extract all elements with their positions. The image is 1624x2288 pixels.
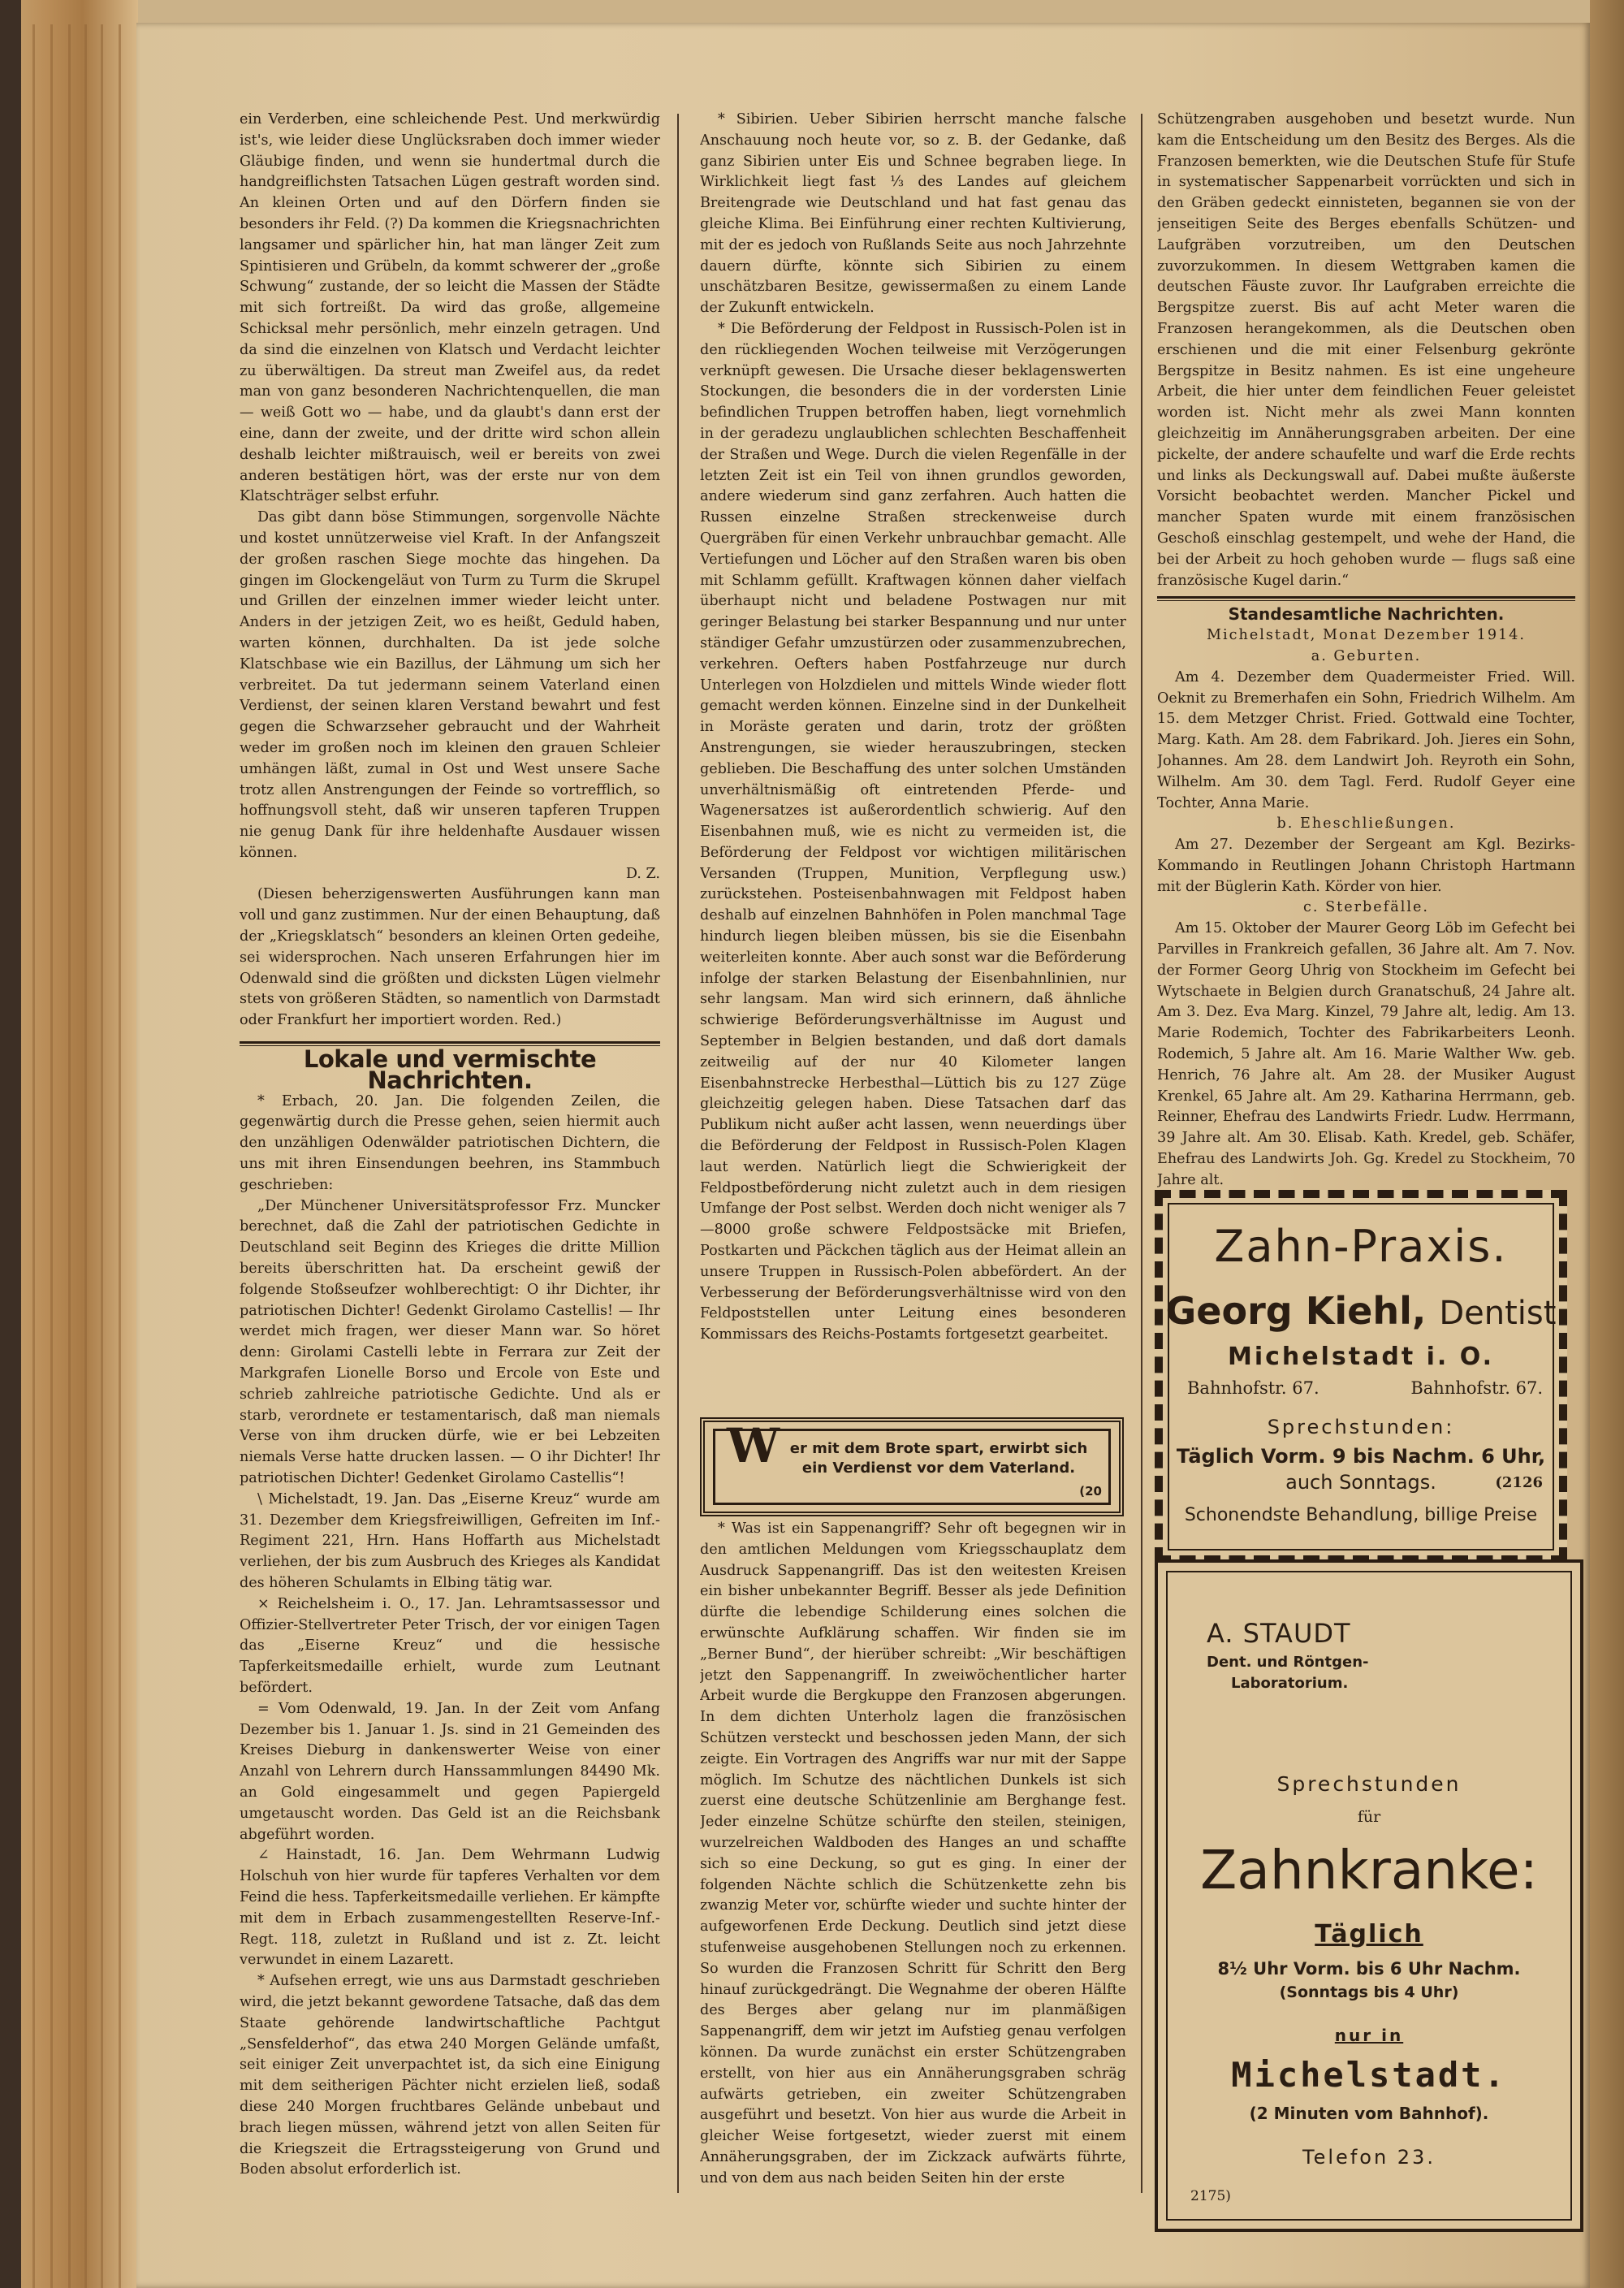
news-item: Schützengraben ausgehoben und besetzt wurde. Nun kam die Entscheidung um den Besitz des Berges. Als die Franzosen bemerkten, wie die Deutschen Stufe für Stufe in systematischer Sappenarbeit vorrückten und sich in den Gräben gedeckt einnisteten, begannen sie von der jenseitigen Seite des Berges ebenfalls Schützen- und Laufgräben vorzutreiben, um den Deutschen zuvorzukommen. In diesem Wettgraben kamen die deutschen Fäuste zuvor. Ihr Laufgraben erreichte die Bergspitze zuerst. Bis auf acht Meter waren die Franzosen herangekommen, als die Deutschen oben erschienen und die mit einer Felsenburg gekrönte Bergspitze in Besitz nahmen. Es ist eine ungeheure Arbeit, die hier unter dem feindlichen Feuer geleistet worden ist. Nicht mehr als zwei Mann konnten gleichzeitig im Annäherungsgraben arbeiten. Der eine pickelte, der andere schaufelte und warf die Erde rechts und links als Deckungswall auf. Dabei mußte äußerste Vorsicht beobachtet werden. Mancher Pickel und mancher Spaten wurde mit einem französischen Geschoß einschlag gestempelt, und wehe der Hand, die bei der Arbeit zu hoch gehoben wurde — flugs saß eine französische Kugel darin.“: [1157, 111, 1575, 589]
page-edge-line: [50, 24, 53, 2288]
ad-dentist-name: [1163, 1289, 1559, 1333]
ad-telephone: Telefon 23.: [1302, 2146, 1436, 2169]
news-item: = Vom Odenwald, 19. Jan. In der Zeit vom Anfang Dezember bis 1. Januar 1. Js. sind in 21 Gemeinden des Kreises Dieburg in dankenswerter Weise von einer Anzahl von Lehrern durch Hanssammlungen 84490 Mk. an Gold eingesammelt und gegen Papiergeld umgetauscht worden. Das Geld ist an die Reichsbank abgeführt worden.: [240, 1700, 660, 1843]
article-text: ein Verderben, eine schleichende Pest. Und merkwürdig ist's, wie leider diese Unglücksraben doch immer wieder Gläubige finden, und wenn sie hundertmal durch die handgreiflichsten Tatsachen Lügen gestraft worden sind. An kleinen Orten und auf den Dörfern finden sie besonders ihr Feld. (?) Da kommen die Kriegsnachrichten langsamer und spärlicher hin, hat man länger Zeit zum Spintisieren und Grübeln, da kommt schwerer der „große Schwung“ zustande, der so leicht die Massen der Städte mit sich fortreißt. Da wird das große, allgemeine Schicksal mehr persönlich, mehr einzeln getragen. Und da sind die einzelnen von Klatsch und Verdacht leichter zu überwältigen. Da streut man Zweifel aus, da redet man von ganz besonderen Nachrichtenquellen, die man — weiß Gott wo — habe, und da glaubt's dann erst der eine, dann der zweite, und der dritte wird schon allein deshalb leichter mißtrauisch, weil er bereits von zwei anderen bestätigen hört, was der erste nur von dem Klatschträger selbst erfuhr.: [240, 111, 660, 505]
ad-hours-line: [1163, 1445, 1559, 1468]
column-rule: [1141, 114, 1142, 2193]
article-text: Das gibt dann böse Stimmungen, sorgenvolle Nächte und kostet unnützerweise viel Kraft. In der Anfangszeit der großen raschen Siege mochte das hingehen. Da gingen im Glockengeläut von Turm zu Turm die Skrupel und Grillen der einzelnen immer wieder leicht unter. Anders in der jetzigen Zeit, wo es heißt, Geduld haben, warten können, durchhalten. Da ist jede solche Klatschbase wie ein Bazillus, der Lähmung um sich her verbreitet. Da tut jedermann seinem Vaterland einen Verdienst, der seinen klaren Verstand bewahrt und fest gegen die Schwarzseher gebraucht und der Wahrheit weder im großen noch im kleinen den grauen Schleier umhängen läßt, zumal in Ost und West unsere Sache trotz allen Anstrengungen der Feinde so vortrefflich, so hoffnungsvoll steht, daß wir unseren tapferen Truppen nie genug Dank für ihre heldenhafte Ausdauer wissen können.: [240, 509, 660, 861]
section-divider: [1157, 596, 1575, 601]
ad-hours-title: Sprechstunden: [1276, 1772, 1462, 1796]
page-edge-line: [101, 24, 103, 2288]
news-item: \ Michelstadt, 19. Jan. Das „Eiserne Kreuz“ wurde am 31. Dezember dem Kriegsfreiwilligen, Gefreiten im Inf.-Regiment 221, Hrn. Hans Hoffarth aus Michelstadt verliehen, der bis zum Ausbruch des Krieges als Kandidat des höheren Schulamts in Elbing tätig war.: [240, 1490, 660, 1591]
registry-deaths: Am 15. Oktober der Maurer Georg Löb im Gefecht bei Parvilles in Frankreich gefallen, 36 Jahre alt. Am 7. Nov. der Former Georg Uhrig von Stockheim im Gefecht bei Wytschaete in Belgien durch Granatschuß, 24 Jahre alt. Am 3. Dez. Eva Marg. Kinzel, 79 Jahre alt, ledig. Am 13. Marie Rodemich, Tochter des Fabrikarbeiters Leonh. Rodemich, 5 Jahre alt. Am 16. Marie Walther Ww. geb. Henrich, 76 Jahre alt. Am 28. der Musiker August Krenkel, 65 Jahre alt. Am 29. Katharina Herrmann, geb. Reinner, Ehefrau des Landwirts Friedr. Ludw. Herrmann, 39 Jahre alt. Am 30. Elisab. Kath. Kredel, geb. Schäfer, Ehefrau des Landwirts Joh. Gg. Kredel zu Stockheim, 70 Jahre alt.: [1157, 920, 1575, 1188]
news-item: * Sibirien. Ueber Sibirien herrscht manche falsche Anschauung noch heute vor, so z. B. der Gedanke, daß ganz Sibirien unter Eis und Schnee begraben liege. In Wirklichkeit liegt fast ⅓ des Landes auf gleichem Breitengrade wie Deutschland und hat fast genau das gleiche Klima. Bei Einführung einer rechten Kultivierung, mit der es jedoch von Rußlands Seite aus noch Jahrzehnte dauern dürfte, könnte sich Sibirien zu einem unschätzbaren Besitze, gewissermaßen zu einem Lande der Zukunft entwickeln.: [700, 111, 1126, 317]
subheading: b. Eheschließungen.: [1276, 815, 1456, 833]
ad-headline: Zahnkranke:: [1200, 1839, 1538, 1901]
registry-births: Am 4. Dezember dem Quadermeister Fried. Will. Oeknit zu Bremerhafen ein Sohn, Friedrich Wilhelm. Am 15. dem Metzger Christ. Fried. Gottwald eine Tochter, Marg. Kath. Am 28. dem Fabrikard. Joh. Jieres ein Sohn, Johannes. Am 28. dem Landwirt Joh. Reyroth ein Sohn, Wilhelm. Am 30. dem Tagl. Ferd. Rudolf Geyer eine Tochter, Anna Marie.: [1157, 668, 1575, 811]
page-edge-line: [119, 24, 121, 2288]
subheading: a. Geburten.: [1311, 647, 1422, 664]
registry-marriages: Am 27. Dezember der Sergeant am Kgl. Bezirks-Kommando in Reutlingen Johann Christoph Hartmann mit der Büglerin Kath. Körder von hier.: [1157, 837, 1575, 895]
news-item: * Erbach, 20. Jan. Die folgenden Zeilen, die gegenwärtig durch die Presse gehen, seien hiermit auch den unzähligen Odenwälder patriotischen Dichtern, die uns mit ihren Einsendungen beehren, ins Stammbuch geschrieben:: [240, 1092, 660, 1193]
ad-for: für: [1357, 1808, 1381, 1826]
ad-address-left: Bahnhofstr. 67.: [1187, 1378, 1320, 1398]
ad-company-line: Laboratorium.: [1231, 1675, 1349, 1692]
news-item: ∠ Hainstadt, 16. Jan. Dem Wehrmann Ludwig Holschuh von hier wurde für tapferes Verhalten vor dem Feind die hess. Tapferkeitsmedaille verliehen. Er kämpfte mit dem in Erbach zusammengestellten Reserve-Inf.-Regt. 118, zuletzt in Rußland und ist z. Zt. leicht verwundet in einem Lazarett.: [240, 1847, 660, 1969]
column-rule: [677, 114, 679, 2193]
ad-city: Michelstadt.: [1231, 2055, 1507, 2095]
ad-hours-line: auch Sonntags.: [1285, 1471, 1436, 1494]
book-spine: [0, 0, 21, 2288]
motto-box: [700, 1417, 1124, 1516]
motto-frame: [713, 1418, 1111, 1505]
dentist-title: Dentist: [1439, 1295, 1557, 1332]
dentist-name: Georg Kiehl,: [1165, 1289, 1427, 1333]
column-1: [240, 110, 660, 2221]
ad-reference: 2175): [1190, 2188, 1231, 2204]
ad-hours-title: Sprechstunden:: [1267, 1416, 1455, 1438]
section-heading: Standesamtliche Nachrichten.: [1228, 604, 1505, 625]
news-item: * Aufsehen erregt, wie uns aus Darmstadt geschrieben wird, die jetzt bekannt gewordene Tatsache, daß das dem Staate gehörende landwirtschaftliche Pachtgut „Sensfelderhof“, das etwa 240 Morgen Gelände umfaßt, seit einiger Zeit unverpachtet ist, da sich eine Einigung mit dem seitherigen Pächter nicht erzielen ließ, sodaß diese 240 Morgen fruchtbares Gelände unbebaut und brach liegen müssen, während jetzt von allen Seiten für die Kriegszeit die Ertragssteigerung von Grund und Boden absolut erforderlich ist.: [240, 1973, 660, 2178]
ad-city: Michelstadt i. O.: [1228, 1343, 1494, 1371]
ad-only-in: nur in: [1334, 2026, 1404, 2045]
ad-reference: (20: [1079, 1484, 1102, 1499]
ad-company-name: A. STAUDT: [1207, 1618, 1351, 1649]
motto-initial: W: [727, 1418, 780, 1473]
motto-line: er mit dem Brote spart, erwirbt sich: [789, 1440, 1088, 1457]
page-right-edge: [1590, 0, 1624, 2288]
advertisement-staudt: [1155, 1559, 1583, 2232]
column-2-continued: [700, 1519, 1126, 2217]
ad-address-right: Bahnhofstr. 67.: [1410, 1378, 1543, 1398]
ad-footer: Schonendste Behandlung, billige Preise: [1184, 1505, 1538, 1525]
ad-hours-text: Täglich Vorm. 9 bis Nachm. 6 Uhr,: [1176, 1445, 1546, 1468]
page-edge-line: [68, 24, 71, 2288]
ad-reference: (2126: [1495, 1474, 1543, 1491]
editor-note: (Diesen beherzigenswerten Ausführungen kann man voll und ganz zustimmen. Nur der einen Behauptung, daß der „Kriegsklatsch“ besonders an kleinen Orten gedeihe, sei widersprochen. Nach unseren Erfahrungen hier im Odenwald sind die größten und dicksten Lügen vielmehr stets von größeren Städten, so namentlich von Darmstadt oder Frankfurt her importiert worden. Red.): [240, 886, 660, 1029]
ad-daily: Täglich: [1315, 1920, 1423, 1948]
news-item: × Reichelsheim i. O., 17. Jan. Lehramtsassessor und Offizier-Stellvertreter Peter Trisch, der vor einigen Tagen das „Eiserne Kreuz“ und die hessische Tapferkeitsmedaille erhielt, wurde zum Leutnant befördert.: [240, 1595, 660, 1696]
dateline: Michelstadt, Monat Dezember 1914.: [1207, 627, 1526, 644]
motto-line: ein Verdienst vor dem Vaterland.: [801, 1460, 1076, 1477]
section-heading: Lokale und vermischte Nachrichten.: [303, 1045, 597, 1094]
ad-title: Zahn-Praxis.: [1214, 1221, 1508, 1272]
news-item: * Die Beförderung der Feldpost in Russisch-Polen ist in den rückliegenden Wochen teilweise mit Verzögerungen verknüpft gewesen. Die Ursache dieser beklagenswerten Stockungen, die besonders die in der vordersten Linie befindlichen Truppen betroffen haben, liegt vornehmlich in der geradezu unglaublichen schlechten Beschaffenheit der Straßen und Wege. Durch die vielen Regenfälle in der letzten Zeit ist ein Teil von ihnen grundlos geworden, andere wiederum sind ganz zerfahren. Auch hatten die Russen einzelne Straßen streckenweise durch Quergräben für einen Verkehr unbrauchbar gemacht. Alle Vertiefungen und Löcher auf den Straßen waren bis oben mit Schlamm gefüllt. Kraftwagen können daher vielfach überhaupt nicht und beladene Postwagen nur mit geringer Belastung bei starker Bespannung und nur unter ständiger Gefahr umzustürzen oder zusammenzubrechen, verkehren. Oefters haben Postfahrzeuge nur durch Unterlegen von Holzdielen und mittels Winde wieder flott gemacht werden können. Einzelne sind in der Dunkelheit in Moräste geraten und darin, trotz der größten Anstrengungen, sie wieder herauszubringen, stecken geblieben. Die Beschaffung des unter solchen Umständen unverhältnismäßig oft eintretenden Pferde- und Wagenersatzes ist außerordentlich schwierig. Auf den Eisenbahnen muß, wie es nicht zu vermeiden ist, die Beförderung der Feldpost vor wichtigen militärischen Versanden (Truppen, Munition, Verpflegung usw.) zurückstehen. Posteisenbahnwagen mit Feldpost haben deshalb auf einzelnen Bahnhöfen in Polen manchmal Tage hindurch liegen bleiben müssen, bis sie die Eisenbahn weiterleiten konnte. Aber auch sonst war die Beförderung infolge der starken Belastung der Eisenbahnlinien, nur sehr langsam. Man wird sich erinnern, daß ähnliche schwierige Beförderungsverhältnisse im August und September in Belgien bestanden, und daß dort damals zeitweilig auf der nur 40 Kilometer langen Eisenbahnstrecke Herbesthal—Lüttich bis zu 127 Züge gleichzeitig gelegen haben. Diese Tatsachen darf das Publikum nicht außer acht lassen, wenn neuerdings über die Beförderung der Feldpost in Russisch-Polen Klagen laut werden. Natürlich liegt die Schwierigkeit der Feldpostbeförderung nicht zuletzt auch in dem riesigen Umfange der Post selbst. Werden doch nicht weniger als 7—8000 große schwere Feldpostsäcke mit Briefen, Postkarten und Päckchen täglich aus der Heimat allein an unsere Truppen in Russisch-Polen abbefördert. An der Verbesserung der Beförderungsverhältnisse wird von den Feldpoststellen unter Leitung eines besonderen Kommissars des Reichs-Postamts fortgesetzt gearbeitet.: [700, 320, 1126, 1343]
column-2: [700, 110, 1126, 1409]
ad-hours-line: (Sonntags bis 4 Uhr): [1279, 1983, 1459, 2001]
ad-company-line: Dent. und Röntgen-: [1207, 1654, 1369, 1671]
subheading: c. Sterbefälle.: [1303, 899, 1429, 916]
ad-location-note: (2 Minuten vom Bahnhof).: [1249, 2104, 1489, 2123]
article-signature: D. Z.: [625, 865, 660, 882]
ad-hours-line: 8½ Uhr Vorm. bis 6 Uhr Nachm.: [1217, 1959, 1521, 1979]
news-item: * Was ist ein Sappenangriff? Sehr oft begegnen wir in den amtlichen Meldungen vom Kriegsschauplatz dem Ausdruck Sappenangriff. Das ist den weitesten Kreisen ein bisher unbekannter Begriff. Besser als jede Definition dürfte die lebendige Schilderung eines solchen die erwünschte Aufklärung schaffen. Wir finden sie im „Berner Bund“, der hierüber schreibt: „Wir beschäftigen jetzt den Sappenangriff. In zweiwöchentlicher harter Arbeit wurde die Bergkuppe den Franzosen abgerungen. In dem dichten Unterholz lagen die französischen Schützen versteckt und beschossen jeden Mann, der sich zeigte. Ein Vortragen des Angriffs war nur mit der Sappe möglich. Im Schutze des nächtlichen Dunkels ist sich zuerst eine deutsche Schützenlinie am Berghange fest. Jeder einzelne Schütze schürfte den steilen, steinigen, wurzelreichen Waldboden des Hanges an und schaffte sich so eine Deckung, so gut es ging. In einer der folgenden Nächte schlich die Schützenkette zehn bis zwanzig Meter vor, schürfte wieder und suchte hinter der aufgeworfenen Erde Deckung. Deutlich sind jetzt diese stufenweise ausgehobenen Stellungen noch zu erkennen. So wurden die Franzosen Schritt für Schritt den Berg hinauf zurückgedrängt. Die Wegnahme der oberen Hälfte des Berges aber gelang nur im planmäßigen Sappenangriff, dem wir jetzt im Aufstieg genau verfolgen können. Da wurde zunächst ein erster Schützengraben erstellt, von hier aus ein Annäherungsgraben schräg aufwärts getrieben, ein zweiter Schützengraben ausgeführt und besetzt. Von hier aus wurde die Arbeit in gleicher Weise fortgesetzt, wieder zuerst mit einem Annäherungsgraben, der im Zickzack aufwärts führte, und von dem aus nach beiden Seiten hin der erste: [700, 1520, 1126, 2186]
column-3: [1157, 110, 1575, 1198]
news-item: „Der Münchener Universitätsprofessor Frz. Muncker berechnet, daß die Zahl der patriotischen Gedichte in Deutschland seit Beginn des Krieges die dritte Million bereits überschritten hat. Da erscheint gewiß der folgende Stoßseufzer wohlberechtigt: O ihr Dichter, ihr patriotischen Dichter! Gedenkt Girolamo Castellis! — Ihr werdet mich fragen, wer dieser Mann war. So höret denn: Girolami Castelli lebte in Ferrara zur Zeit der Markgrafen Lionelle Borso und Ercole von Este und schrieb zahlreiche patriotische Gedichte. Und als er starb, verordnete er testamentarisch, daß man niemals Verse von ihm drucken dürfe, wie er bei Lebzeiten niemals Verse hatte drucken lassen. — O ihr Dichter! Ihr patriotischen Dichter! Gedenket Girolamo Castellis“!: [240, 1197, 660, 1486]
page-edge-line: [32, 24, 35, 2288]
advertisement-zahn-praxis: [1155, 1190, 1567, 1564]
page-edge-line: [84, 24, 87, 2288]
